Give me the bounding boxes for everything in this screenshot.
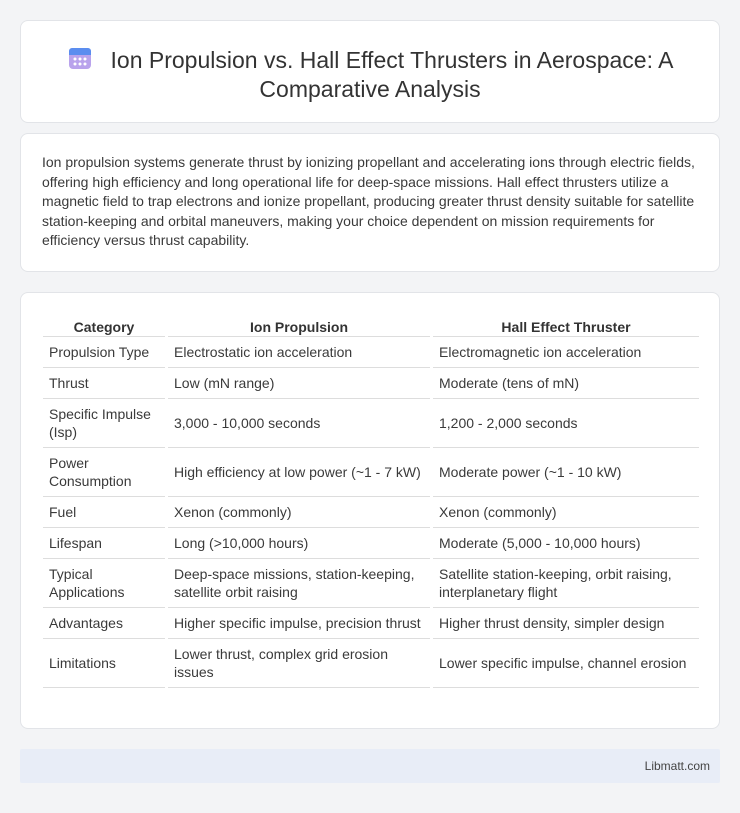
table-row xyxy=(43,608,699,639)
intro-card xyxy=(20,133,720,272)
table-cell: Electromagnetic ion acceleration xyxy=(433,337,699,368)
table-header-row xyxy=(43,315,699,337)
table-cell: Satellite station-keeping, orbit raising, interplanetary flight xyxy=(433,559,699,608)
table-row xyxy=(43,448,699,497)
table-cell: Fuel xyxy=(43,497,165,528)
column-header-ion-propulsion: Ion Propulsion xyxy=(168,315,430,337)
table-cell: Deep-space missions, station-keeping, satellite orbit raising xyxy=(168,559,430,608)
table-cell: Higher specific impulse, precision thrust xyxy=(168,608,430,639)
table-cell: Electrostatic ion acceleration xyxy=(168,337,430,368)
page-title-wrap xyxy=(21,45,719,104)
table-cell: Power Consumption xyxy=(43,448,165,497)
table-cell: Limitations xyxy=(43,639,165,688)
table-cell: Specific Impulse (Isp) xyxy=(43,399,165,448)
table-cell: 1,200 - 2,000 seconds xyxy=(433,399,699,448)
table-row xyxy=(43,639,699,688)
table-cell: Xenon (commonly) xyxy=(168,497,430,528)
table-cell: Moderate power (~1 - 10 kW) xyxy=(433,448,699,497)
table-cell: Typical Applications xyxy=(43,559,165,608)
table-cell: Lifespan xyxy=(43,528,165,559)
table-cell: Xenon (commonly) xyxy=(433,497,699,528)
comparison-card xyxy=(20,292,720,729)
table-row xyxy=(43,559,699,608)
table-row xyxy=(43,497,699,528)
table-cell: Moderate (5,000 - 10,000 hours) xyxy=(433,528,699,559)
table-cell: 3,000 - 10,000 seconds xyxy=(168,399,430,448)
table-row xyxy=(43,399,699,448)
table-row xyxy=(43,368,699,399)
calendar-icon xyxy=(67,45,93,71)
table-cell: Moderate (tens of mN) xyxy=(433,368,699,399)
table-cell: Propulsion Type xyxy=(43,337,165,368)
column-header-category: Category xyxy=(43,315,165,337)
table-cell: High efficiency at low power (~1 - 7 kW) xyxy=(168,448,430,497)
table-cell: Lower specific impulse, channel erosion xyxy=(433,639,699,688)
table-cell: Higher thrust density, simpler design xyxy=(433,608,699,639)
table-row xyxy=(43,337,699,368)
table-cell: Long (>10,000 hours) xyxy=(168,528,430,559)
table-cell: Lower thrust, complex grid erosion issues xyxy=(168,639,430,688)
table-cell: Low (mN range) xyxy=(168,368,430,399)
title-card xyxy=(20,20,720,123)
table-row xyxy=(43,528,699,559)
comparison-table xyxy=(40,315,702,688)
page-title: Ion Propulsion vs. Hall Effect Thrusters in Aerospace: A Comparative Analysis xyxy=(110,47,674,102)
table-cell: Advantages xyxy=(43,608,165,639)
intro-paragraph: Ion propulsion systems generate thrust by ionizing propellant and accelerating ions through electric fields, offering high efficiency and long operational life for deep-space missions. Hall effect thrusters utilize a magnetic field to trap electrons and ionize propellant, producing greater thrust density suitable for satellite station-keeping and orbital maneuvers, making your choice dependent on mission requirements for efficiency versus thrust capability. xyxy=(42,154,695,248)
footer-bar xyxy=(20,749,720,783)
table-cell: Thrust xyxy=(43,368,165,399)
column-header-hall-effect: Hall Effect Thruster xyxy=(433,315,699,337)
footer-site-link[interactable]: Libmatt.com xyxy=(644,759,710,773)
